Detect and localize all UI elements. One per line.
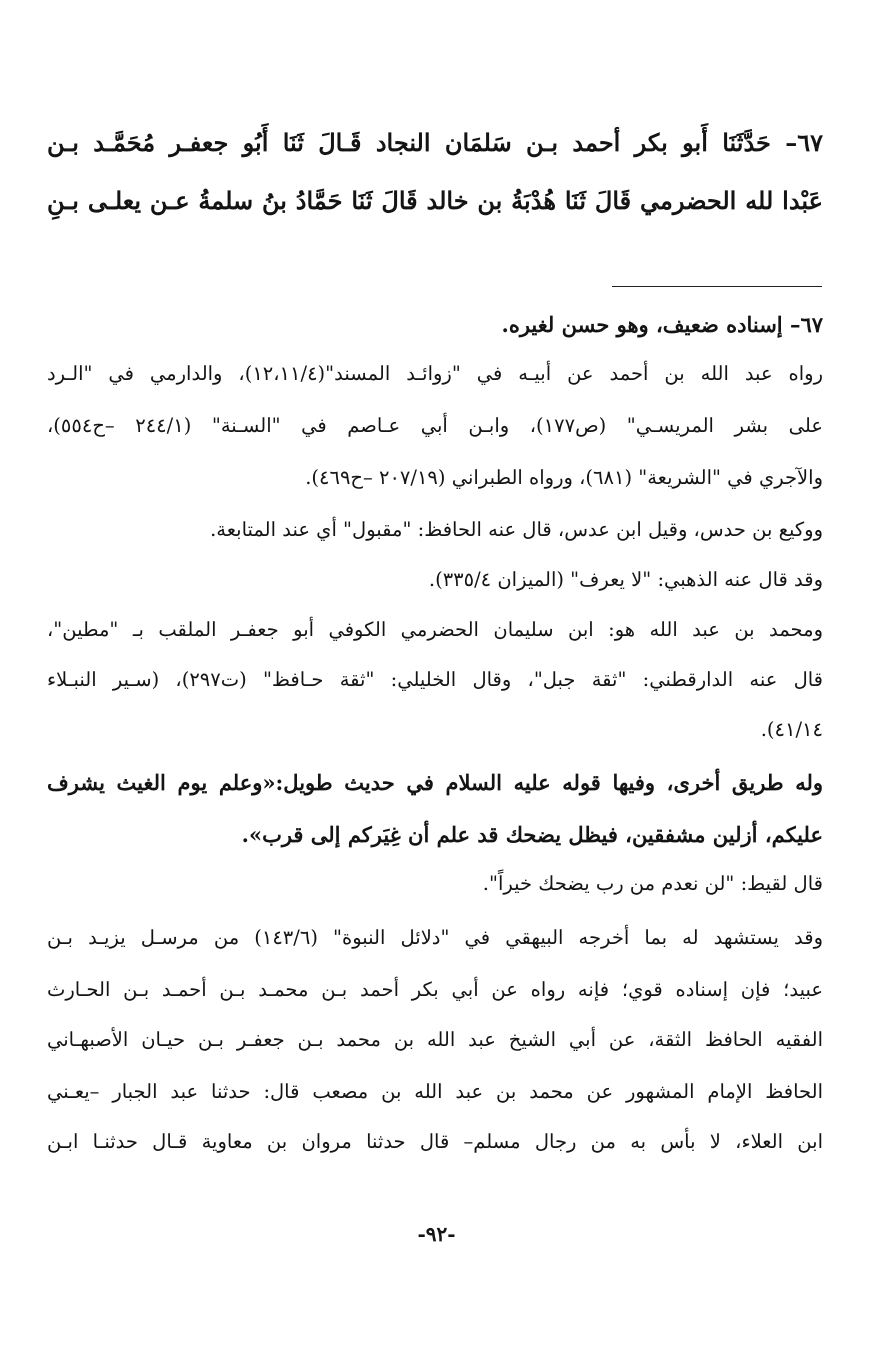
main-text-line: عَبْدا لله الحضرمي قَالَ ثَنَا هُدْبَةُ بن خالد قَالَ ثَنَا حَمَّادُ بنُ سلمةُ عـن يعلـى بـنِ [47, 186, 823, 215]
footnote-line: عليكم، أزلين مشفقين، فيظل يضحك قد علم أن غِيَركم إلى قرب». [241, 822, 823, 847]
footnote-line: الحافظ الإمام المشهور عن محمد بن عبد الله بن مصعب قال: حدثنا عبد الجبار –يعـني [47, 1080, 823, 1103]
footnote-line: عبيد؛ فإن إسناده قوي؛ فإنه رواه عن أبي بكر أحمد بـن محمـد بـن أحمـد بـن الحـارث [47, 978, 823, 1001]
footnote-line: وقد قال عنه الذهبي: "لا يعرف" (الميزان ٣٣٥/٤). [428, 568, 823, 591]
footnote-line: ٤١/١٤). [760, 718, 823, 741]
footnote-line: ووكيع بن حدس، وقيل ابن عدس، قال عنه الحافظ: "مقبول" أي عند المتابعة. [210, 518, 823, 541]
footnote-line: على بشر المريسـي" (ص١٧٧)، وابـن أبي عـاصم في "السـنة" (٢٤٤/١ –ح٥٥٤)، [47, 414, 824, 437]
footnote-heading: ٦٧– إسناده ضعيف، وهو حسن لغيره. [501, 312, 823, 337]
footnote-line: ابن العلاء، لا بأس به من رجال مسلم– قال حدثنا مروان بن معاوية قـال حدثنـا ابـن [47, 1130, 823, 1153]
main-text-line: ٦٧– حَدَّثَنَا أَبو بكر أحمد بـن سَلمَان النجاد قَـالَ ثَنَا أَبُو جعفـر مُحَمَّـد بـن [47, 128, 823, 157]
footnote-line: ومحمد بن عبد الله هو: ابن سليمان الحضرمي الكوفي أبو جعفـر الملقب بـ "مطين"، [47, 618, 823, 641]
footnote-line: رواه عبد الله بن أحمد عن أبيـه في "زوائـد المسند"(١٢،١١/٤)، والدارمي في "الـرد [47, 362, 823, 385]
footnote-line: وله طريق أخرى، وفيها قوله عليه السلام في حديث طويل:«وعلم يوم الغيث يشرف [47, 770, 823, 795]
footnote-line: الفقيه الحافظ الثقة، عن أبي الشيخ عبد الله بن محمد بـن جعفـر بـن حيـان الأصبهـاني [47, 1028, 823, 1051]
footnote-line: قال لقيط: "لن نعدم من رب يضحك خيراً". [482, 872, 823, 895]
footnote-separator [612, 286, 822, 287]
footnote-line: وقد يستشهد له بما أخرجه البيهقي في "دلائل النبوة" (١٤٣/٦) من مرسـل يزيـد بـن [47, 926, 823, 949]
footnote-line: والآجري في "الشريعة" (٦٨١)، ورواه الطبراني (٢٠٧/١٩ –ح٤٦٩). [305, 466, 823, 489]
footnote-line: قال عنه الدارقطني: "ثقة جبل"، وقال الخليلي: "ثقة حـافظ" (ت٢٩٧)، (سـير النبـلاء [47, 668, 824, 691]
page-number: -٩٢- [417, 1222, 456, 1246]
